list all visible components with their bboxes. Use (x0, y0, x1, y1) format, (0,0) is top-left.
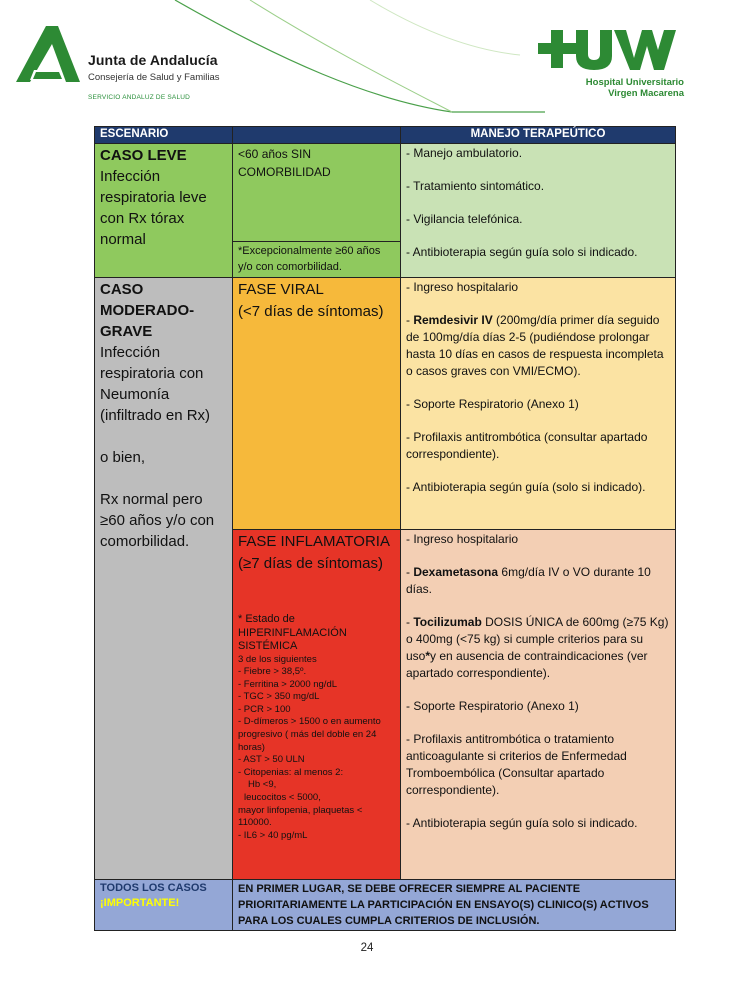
phase-inflam-duration: (≥7 días de síntomas) (238, 555, 383, 572)
scenario-leve (95, 144, 233, 278)
criteria-hb: Hb <9, (248, 779, 277, 791)
inflam-mgmt-item: - Profilaxis antitrombótica o tratamiento anticoagulante si criterios de Enfermedad Tromboembólica (Consultar apartado correspondiente). (406, 732, 627, 797)
viral-mgmt-item: - Antibioterapia según guía (solo si indicado). (406, 480, 646, 494)
phase-viral-title: FASE VIRAL (238, 281, 324, 298)
leve-mgmt-item: - Tratamiento sintomático. (406, 179, 545, 193)
row-moderado-viral (95, 278, 676, 530)
col-header-middle (233, 127, 401, 144)
leve-mgmt-item: - Manejo ambulatorio. (406, 146, 523, 160)
drug-tocilizumab: Tocilizumab (413, 615, 482, 629)
inflam-mgmt-tocilizumab (406, 614, 670, 682)
hospital-name-line2: Virgen Macarena (608, 88, 684, 99)
scenario-moderado-alt: Rx normal pero ≥60 años y/o con comorbilidad. (100, 491, 215, 550)
hyperinflammation-criteria (238, 654, 395, 843)
phase-inflamatoria (233, 530, 401, 880)
leve-mgmt-item: - Vigilancia telefónica. (406, 212, 523, 226)
scenario-moderado-title-l1: CASO (100, 281, 144, 298)
leve-mgmt-item: - Antibioterapia según guía solo si indicado. (406, 245, 638, 259)
junta-andalucia-heading (88, 52, 219, 83)
footer-label-text: TODOS LOS CASOS (100, 882, 207, 894)
col-header-scenario: ESCENARIO (95, 127, 233, 144)
viral-mgmt-remdesivir (406, 312, 670, 380)
hyperinflammation-heading (238, 613, 395, 654)
phase-viral-duration: (<7 días de síntomas) (238, 303, 384, 320)
viral-mgmt-item: - Ingreso hospitalario (406, 280, 519, 294)
scenario-moderado-title-l3: GRAVE (100, 323, 153, 340)
criteria-item: - TGC > 350 mg/dL (238, 691, 320, 703)
criteria-item: 3 de los siguientes (238, 653, 317, 665)
scenario-moderado-or: o bien, (100, 449, 146, 466)
hospital-name (586, 77, 684, 99)
sys-line2: HIPERINFLAMACIÓN (238, 626, 347, 639)
criteria-linfopenia: mayor linfopenia, plaquetas < 110000. (238, 804, 363, 829)
inflam-management (401, 530, 676, 880)
scenario-moderado (95, 278, 233, 880)
criteria-item: - AST > 50 ULN (238, 754, 305, 766)
drug-dexametasona: Dexametasona (413, 565, 499, 579)
org-title: Junta de Andalucía (88, 52, 218, 68)
footer-label (95, 880, 233, 931)
leve-management (401, 144, 676, 278)
footer-text: EN PRIMER LUGAR, SE DEBE OFRECER SIEMPRE AL PACIENTE PRIORITARIAMENTE LA PARTICIPACIÓN EN ENSAYO(S) CLINICO(S) ACTIVOS PARA LOS CUALES CUMPLA CRITERIOS DE INCLUSIÓN. (233, 880, 676, 931)
tocilizumab-conditions: y en ausencia de contraindicaciones (ver apartado correspondiente). (406, 649, 648, 680)
sys-line3: SISTÉMICA (238, 640, 298, 652)
scenario-leve-desc: Infección respiratoria leve con Rx tórax normal (100, 168, 207, 248)
org-department: Consejería de Salud y Familias (88, 72, 220, 83)
drug-remdesivir: Remdesivir IV (413, 313, 493, 327)
criteria-il6: - IL6 > 40 pg/mL (238, 829, 308, 841)
bullet: - (406, 565, 414, 579)
huvm-logo-icon (536, 26, 686, 74)
remdesivir-dosage: (200mg/día primer día seguido de 100mg/día días 2-5 (pudiéndose prolongar hasta 10 días en casos de respuesta incompleta o casos graves con VMI/ECMO). (406, 313, 664, 378)
org-service: SERVICIO ANDALUZ DE SALUD (88, 94, 191, 101)
leve-condition-primary: <60 años SIN COMORBILIDAD (233, 144, 401, 242)
tocilizumab-dosage: DOSIS ÚNICA de 600mg (≥75 Kg) o 400mg (<75 kg) si cumple criterios para su uso (406, 615, 669, 663)
phase-viral (233, 278, 401, 530)
criteria-item: - Ferritina > 2000 ng/dL (238, 678, 338, 690)
page-number: 24 (360, 942, 374, 954)
bullet: - (406, 313, 414, 327)
inflam-mgmt-item: - Soporte Respiratorio (Anexo 1) (406, 699, 579, 713)
phase-inflam-title: FASE INFLAMATORIA (238, 533, 390, 550)
criteria-item: - PCR > 100 (238, 703, 291, 715)
leve-condition-exception: *Excepcionalmente ≥60 años y/o con comorbilidad. (233, 242, 401, 278)
row-leve-top (95, 144, 676, 242)
criteria-item: - Fiebre > 38,5º. (238, 666, 307, 678)
scenario-moderado-title-l2: MODERADO- (100, 302, 195, 319)
junta-andalucia-logo-icon (14, 24, 84, 84)
criteria-item: - D-dímeros > 1500 o en aumento progresivo ( más del doble en 24 horas) (238, 716, 381, 753)
inflam-mgmt-item: - Ingreso hospitalario (406, 532, 519, 546)
footer-important: ¡IMPORTANTE! (100, 897, 180, 909)
bullet: - (406, 615, 414, 629)
criteria-leucocitos: leucocitos < 5000, (244, 792, 321, 804)
table-header-row (95, 127, 676, 144)
row-todos-los-casos (95, 880, 676, 931)
dexametasona-dosage: 6mg/día IV o VO durante 10 días. (406, 565, 651, 596)
viral-management (401, 278, 676, 530)
col-header-management: MANEJO TERAPEÚTICO (401, 127, 676, 144)
tocilizumab-star: * (425, 649, 431, 663)
scenario-moderado-desc: Infección respiratoria con Neumonía (infiltrado en Rx) (100, 344, 211, 424)
sys-line1: * Estado de (238, 613, 295, 625)
viral-mgmt-item: - Soporte Respiratorio (Anexo 1) (406, 397, 579, 411)
criteria-item: - Citopenias: al menos 2: (238, 766, 344, 778)
treatment-protocol-table (94, 126, 676, 931)
inflam-mgmt-dexametasona (406, 564, 670, 598)
inflam-mgmt-item: - Antibioterapia según guía solo si indicado. (406, 816, 638, 830)
scenario-leve-title: CASO LEVE (100, 147, 187, 164)
hospital-name-line1: Hospital Universitario (585, 77, 684, 88)
viral-mgmt-item: - Profilaxis antitrombótica (consultar apartado correspondiente). (406, 430, 648, 461)
